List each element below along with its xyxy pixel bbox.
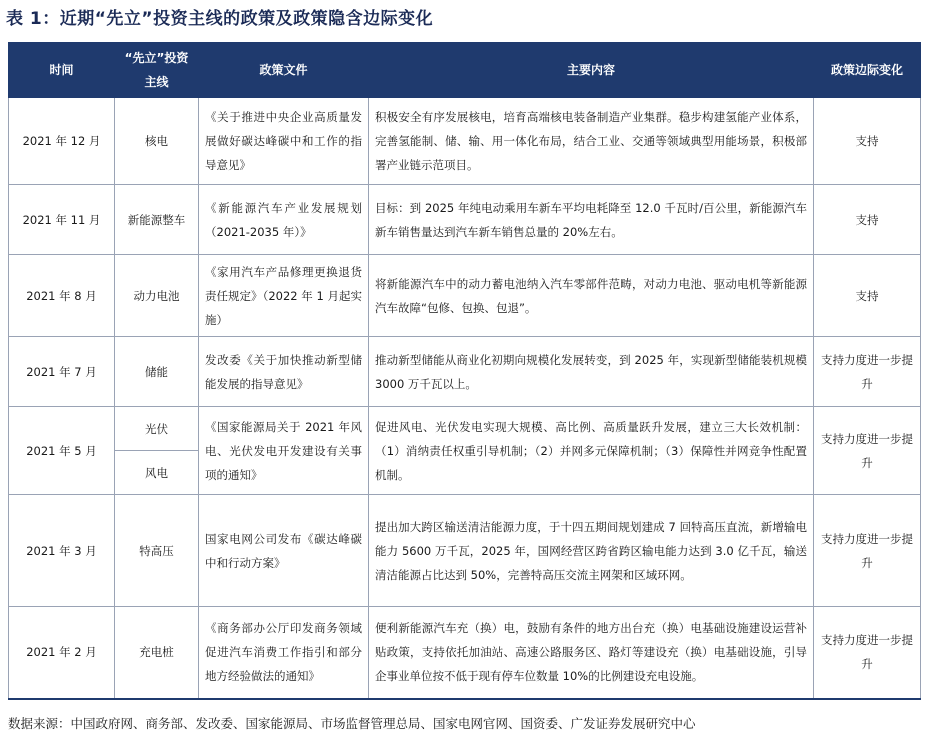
- row-time: 2021 年 8 月: [9, 255, 115, 337]
- row-line-secondary: 风电: [115, 451, 199, 495]
- row-line: 储能: [115, 337, 199, 407]
- row-line: 核电: [115, 98, 199, 185]
- row-content: 促进风电、光伏发电实现大规模、高比例、高质量跃升发展，建立三大长效机制：（1）消纳责任权重引导机制；（2）并网多元保障机制；（3）保障性并网竞争性配置机制。: [369, 407, 814, 495]
- row-time: 2021 年 3 月: [9, 495, 115, 607]
- row-change: 支持: [814, 98, 921, 185]
- table-row: [9, 607, 921, 699]
- row-change: 支持: [814, 255, 921, 337]
- header-change: 政策边际变化: [814, 43, 921, 98]
- header-line: “先立”投资主线: [115, 43, 199, 98]
- row-content: 将新能源汽车中的动力蓄电池纳入汽车零部件范畴，对动力电池、驱动电机等新能源汽车故障“包修、包换、包退”。: [369, 255, 814, 337]
- row-time: 2021 年 12 月: [9, 98, 115, 185]
- row-line: 新能源整车: [115, 185, 199, 255]
- table-row: [9, 255, 921, 337]
- row-line: 充电桩: [115, 607, 199, 699]
- row-line: 动力电池: [115, 255, 199, 337]
- table-row: [9, 98, 921, 185]
- row-doc: 《国家能源局关于 2021 年风电、光伏发电开发建设有关事项的通知》: [199, 407, 369, 495]
- row-content: 积极安全有序发展核电，培育高端核电装备制造产业集群。稳步构建氢能产业体系，完善氢能制、储、输、用一体化布局，结合工业、交通等领域典型用能场景，积极部署产业链示范项目。: [369, 98, 814, 185]
- data-source-note: 数据来源：中国政府网、商务部、发改委、国家能源局、市场监督管理总局、国家电网官网、国资委、广发证券发展研究中心: [8, 716, 696, 731]
- row-content: 推动新型储能从商业化初期向规模化发展转变，到 2025 年，实现新型储能装机规模 3000 万千瓦以上。: [369, 337, 814, 407]
- row-content: 目标：到 2025 年纯电动乘用车新车平均电耗降至 12.0 千瓦时/百公里，新能源汽车新车销售量达到汽车新车销售总量的 20%左右。: [369, 185, 814, 255]
- row-change: 支持力度进一步提升: [814, 407, 921, 495]
- table-row: [9, 337, 921, 407]
- row-line: 光伏: [115, 407, 199, 451]
- row-doc: 发改委《关于加快推动新型储能发展的指导意见》: [199, 337, 369, 407]
- row-doc: 《商务部办公厅印发商务领域促进汽车消费工作指引和部分地方经验做法的通知》: [199, 607, 369, 699]
- table-header-row: [9, 43, 921, 98]
- row-time: 2021 年 5 月: [9, 407, 115, 495]
- table-row: [9, 407, 921, 451]
- row-content: 提出加大跨区输送清洁能源力度，于十四五期间规划建成 7 回特高压直流，新增输电能力 5600 万千瓦，2025 年，国网经营区跨省跨区输电能力达到 3.0 亿千瓦，输送清洁能源占比达到 50%，完善特高压交流主网架和区域环网。: [369, 495, 814, 607]
- row-content: 便利新能源汽车充（换）电，鼓励有条件的地方出台充（换）电基础设施建设运营补贴政策，支持依托加油站、高速公路服务区、路灯等建设充（换）电基础设施，引导企事业单位按不低于现有停车位数量 10%的比例建设充电设施。: [369, 607, 814, 699]
- table-row: [9, 495, 921, 607]
- header-time: 时间: [9, 43, 115, 98]
- row-doc: 《家用汽车产品修理更换退货责任规定》（2022 年 1 月起实施）: [199, 255, 369, 337]
- row-doc: 国家电网公司发布《碳达峰碳中和行动方案》: [199, 495, 369, 607]
- row-time: 2021 年 2 月: [9, 607, 115, 699]
- row-change: 支持: [814, 185, 921, 255]
- policy-table: [8, 42, 921, 700]
- row-doc: 《新能源汽车产业发展规划（2021-2035 年）》: [199, 185, 369, 255]
- row-change: 支持力度进一步提升: [814, 495, 921, 607]
- row-doc: 《关于推进中央企业高质量发展做好碳达峰碳中和工作的指导意见》: [199, 98, 369, 185]
- table-title: 表 1：近期“先立”投资主线的政策及政策隐含边际变化: [6, 9, 434, 29]
- row-time: 2021 年 11 月: [9, 185, 115, 255]
- row-time: 2021 年 7 月: [9, 337, 115, 407]
- table-row: [9, 185, 921, 255]
- header-doc: 政策文件: [199, 43, 369, 98]
- row-line: 特高压: [115, 495, 199, 607]
- row-change: 支持力度进一步提升: [814, 337, 921, 407]
- header-content: 主要内容: [369, 43, 814, 98]
- row-change: 支持力度进一步提升: [814, 607, 921, 699]
